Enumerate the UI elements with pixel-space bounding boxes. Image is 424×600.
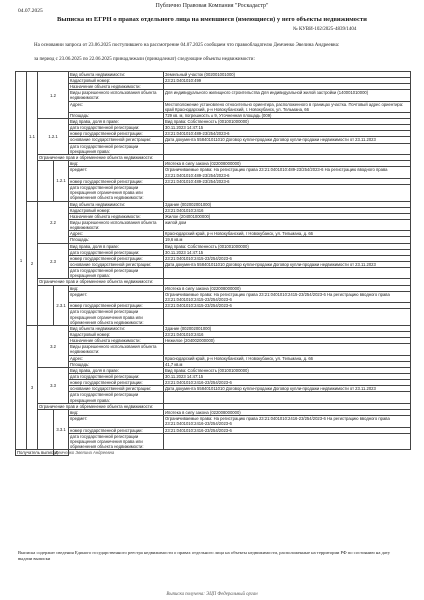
document-number: № КУВИ-102/2025-4839/1404	[293, 27, 357, 32]
field-value: 30.11.2023 14:47:15	[164, 249, 411, 255]
field-value: 30.11.2023 14:47:15	[164, 374, 411, 380]
rights-number: 2.3	[38, 243, 69, 279]
field-value: Здание (002002001000)	[164, 201, 411, 207]
field-label: Кадастровый номер:	[69, 207, 164, 213]
field-label: Кадастровый номер:	[69, 78, 164, 84]
field-value	[164, 392, 411, 403]
restriction-row	[16, 416, 411, 427]
restriction-header: Ограничение прав и обременение объекта недвижимости:	[38, 403, 164, 409]
organization-name: Публично Правовая Компания "Роскадастр"	[155, 3, 269, 9]
field-value: Вид права: Собственность (001001000000)	[164, 243, 411, 249]
field-label: Назначение объекта недвижимости:	[69, 213, 164, 219]
field-label: дата государственной регистрации прекращения права:	[69, 392, 164, 403]
field-value: 23:21:0401010:499	[164, 78, 411, 84]
recipient-name: Демченко Эвелина Андреевна	[55, 450, 115, 456]
field-label: Вид права, доля в праве:	[69, 367, 164, 373]
restriction-label: вид:	[69, 285, 164, 291]
field-value: 729 кв. м, погрешность ± 9, Уточненная площадь (009)	[164, 113, 411, 119]
field-value: 23:21:0401010:489-23/254/2023-6	[164, 131, 411, 137]
rights-number: 1.2.1	[38, 119, 69, 155]
property-table	[15, 71, 411, 456]
field-value: Дата документа 558401011010 Договор купли-продажи Договор купли-продажи недвижимости от 23.11.2023	[164, 137, 411, 143]
restriction-value: Ограничиваемые права: На регистрацию права 23:21:0401010:489-23/254/2023-6 На регистрацию вводного права 23:21:0401010:489-23/254/2023-6	[164, 167, 411, 178]
field-label: номер государственной регистрации:	[69, 255, 164, 261]
subsection-number: 2.2	[38, 201, 69, 243]
restriction-number: 2.3.1	[54, 285, 69, 325]
document-date: 04.07.2025	[18, 8, 43, 14]
rights-number: 3.3	[38, 367, 69, 403]
field-value: 19,6 кв.м	[164, 237, 411, 243]
restriction-label: номер государственной регистрации:	[69, 178, 164, 184]
document-title: Выписка из ЕГРН о правах отдельного лица на имевшиеся (имеющиеся) у него объекты недвижимости	[57, 16, 367, 23]
field-label: Вид права, доля в праве:	[69, 243, 164, 249]
section-number: 2	[27, 201, 38, 325]
field-label: Виды разрешенного использования объекта недвижимости:	[69, 219, 164, 230]
field-label: Виды разрешенного использования объекта недвижимости:	[69, 344, 164, 355]
field-value: Здание (002002001000)	[164, 325, 411, 331]
field-label: основание государственной регистрации:	[69, 261, 164, 267]
restriction-value: Ипотека в силу закона (022008000000)	[164, 410, 411, 416]
restriction-value: Ипотека в силу закона (022008000000)	[164, 285, 411, 291]
field-label: Кадастровый номер:	[69, 332, 164, 338]
field-value	[164, 143, 411, 154]
restriction-label: предмет:	[69, 167, 164, 178]
table-row	[16, 386, 411, 392]
period-statement: за период с 23.06.2025 по 22.06.2025 принадлежали (принадлежат) следующие объекты недвижимости:	[34, 57, 255, 62]
field-label: номер государственной регистрации:	[69, 380, 164, 386]
section-number: 3	[27, 325, 38, 449]
restriction-value	[164, 184, 411, 201]
field-label: номер государственной регистрации:	[69, 131, 164, 137]
footer-note: Выписка содержит сведения Единого государственного реестра недвижимости о правах отдельного лица на объекты недвижимости, расположенные на территории РФ по состоянию на дату выдачи выписки	[18, 550, 391, 561]
restriction-value: Ограничиваемые права: На регистрацию права 23:21:0401010:2415-23/254/2023-6 На регистрацию вводного права 23:21:0401010:2415-23/254/2023-6	[164, 291, 411, 302]
table-row	[16, 344, 411, 355]
field-value: 23:21:0401010:2416	[164, 332, 411, 338]
field-label: Вид права, доля в праве:	[69, 119, 164, 125]
field-value: 23:21:0401010:2416	[164, 207, 411, 213]
restriction-indent	[38, 161, 54, 201]
field-value: Вид права: Собственность (001001000000)	[164, 119, 411, 125]
restriction-row	[16, 167, 411, 178]
table-row	[16, 261, 411, 267]
restriction-label: предмет:	[69, 291, 164, 302]
restriction-value: 23:21:0401010:2415-23/254/2023-6	[164, 303, 411, 309]
field-label: Назначение объекта недвижимости:	[69, 338, 164, 344]
signature-line: Выписка получена: ЭЦП Федеральный орган	[166, 592, 258, 597]
field-value: Местоположение установлено относительно ориентира, расположенного в границах участка. Почтовый адрес ориентира: край Краснодарский, р-н Новокубанский, г. Новокубанск, ул. Тельмана, 66	[164, 101, 411, 112]
field-value: Вид права: Собственность (001001000000)	[164, 367, 411, 373]
restriction-value	[164, 309, 411, 326]
field-label: Адрес:	[69, 231, 164, 237]
field-value: жилой дом	[164, 219, 411, 230]
field-value: Краснодарский край, р-н Новокубанский, г Новокубанск, ул. Тельмана, д. 66	[164, 355, 411, 361]
recipient-label: Получатель выписки:	[17, 450, 59, 456]
subsection-number: 3.2	[38, 325, 69, 367]
field-label: Назначение объекта недвижимости:	[69, 84, 164, 90]
field-label: Площадь:	[69, 361, 164, 367]
field-value: 23:21:0401010:2415-23/254/2023-6	[164, 255, 411, 261]
table-row	[16, 90, 411, 101]
field-label: дата государственной регистрации прекращения права:	[69, 268, 164, 279]
table-row	[16, 219, 411, 230]
field-value: Жилое (204001000000)	[164, 213, 411, 219]
field-value: Дата документа 558401011010 Договор купли-продажи Договор купли-продажи недвижимости от 23.11.2023	[164, 261, 411, 267]
field-label: Виды разрешенного использования объекта недвижимости:	[69, 90, 164, 101]
field-value	[164, 268, 411, 279]
restriction-label: номер государственной регистрации:	[69, 303, 164, 309]
restriction-header: Ограничение прав и обременение объекта недвижимости:	[38, 279, 164, 285]
field-value: Для индивидуального жилищного строительства Для индивидуальной жилой застройки (140001010000)	[164, 90, 411, 101]
field-value: 30.11.2023 14:47:15	[164, 125, 411, 131]
subsection-number: 1.2	[38, 72, 69, 119]
restriction-value: Ипотека в силу закона (022008000000)	[164, 161, 411, 167]
restriction-row	[16, 291, 411, 302]
table-row	[16, 101, 411, 112]
restriction-indent	[38, 410, 54, 450]
restriction-label: вид:	[69, 161, 164, 167]
table-row	[16, 392, 411, 403]
table-row	[16, 137, 411, 143]
field-value: Дата документа 558401011010 Договор купли-продажи Договор купли-продажи недвижимости от 23.11.2023	[164, 386, 411, 392]
field-value: Нежилое (204002000000)	[164, 338, 411, 344]
table-row	[16, 268, 411, 279]
request-basis: На основании запроса от 23.06.2025 поступившего на рассмотрение 04.07.2025 сообщаем что правообладателю Демченко Эвелина Андреевна:	[34, 43, 340, 48]
field-label: основание государственной регистрации:	[69, 137, 164, 143]
restriction-row	[16, 184, 411, 201]
field-label: Адрес:	[69, 101, 164, 112]
field-value	[164, 344, 411, 355]
field-label: Вид объекта недвижимости:	[69, 201, 164, 207]
restriction-label: предмет:	[69, 416, 164, 427]
field-value: 41,7 кв.м	[164, 361, 411, 367]
field-label: дата государственной регистрации:	[69, 249, 164, 255]
field-value: Земельный участок (002001001000)	[164, 72, 411, 78]
restriction-number: 3.3.1	[54, 410, 69, 450]
restriction-row	[16, 309, 411, 326]
field-label: дата государственной регистрации прекращения права:	[69, 143, 164, 154]
field-label: Площадь:	[69, 237, 164, 243]
recipient-row	[16, 450, 411, 456]
field-label: основание государственной регистрации:	[69, 386, 164, 392]
restriction-label: дата государственной регистрации прекращения ограничения права или обременения объекта недвижимости:	[69, 433, 164, 450]
field-value: Краснодарский край, р-н Новокубанский, г Новокубанск, ул. Тельмана, д. 66	[164, 231, 411, 237]
field-label: дата государственной регистрации:	[69, 125, 164, 131]
restriction-number: 1.2.1	[54, 161, 69, 201]
restriction-label: дата государственной регистрации прекращения ограничения права или обременения объекта недвижимости:	[69, 184, 164, 201]
field-value: 23:21:0401010:2416-23/254/2023-6	[164, 380, 411, 386]
section-number: 1.1	[27, 72, 38, 202]
restriction-value	[164, 433, 411, 450]
table-row	[16, 143, 411, 154]
field-label: Адрес:	[69, 355, 164, 361]
restriction-label: дата государственной регистрации прекращения ограничения права или обременения объекта недвижимости:	[69, 309, 164, 326]
restriction-indent	[38, 285, 54, 325]
restriction-header: Ограничение прав и обременение объекта недвижимости:	[38, 155, 164, 161]
restriction-value: Ограничиваемые права: На регистрацию права 23:21:0401010:2416-23/254/2023-6 На регистрацию вводного права 23:21:0401010:2416-23/254/2023-6	[164, 416, 411, 427]
field-label: Вид объекта недвижимости:	[69, 72, 164, 78]
field-label: Площадь:	[69, 113, 164, 119]
restriction-value: 23:21:0401010:2416-23/254/2023-6	[164, 427, 411, 433]
field-label: дата государственной регистрации:	[69, 374, 164, 380]
restriction-label: номер государственной регистрации:	[69, 427, 164, 433]
field-label: Вид объекта недвижимости:	[69, 325, 164, 331]
restriction-row	[16, 433, 411, 450]
main-index: 1	[16, 72, 27, 450]
restriction-value: 23:21:0401010:489-23/254/2023-6	[164, 178, 411, 184]
restriction-label: вид:	[69, 410, 164, 416]
